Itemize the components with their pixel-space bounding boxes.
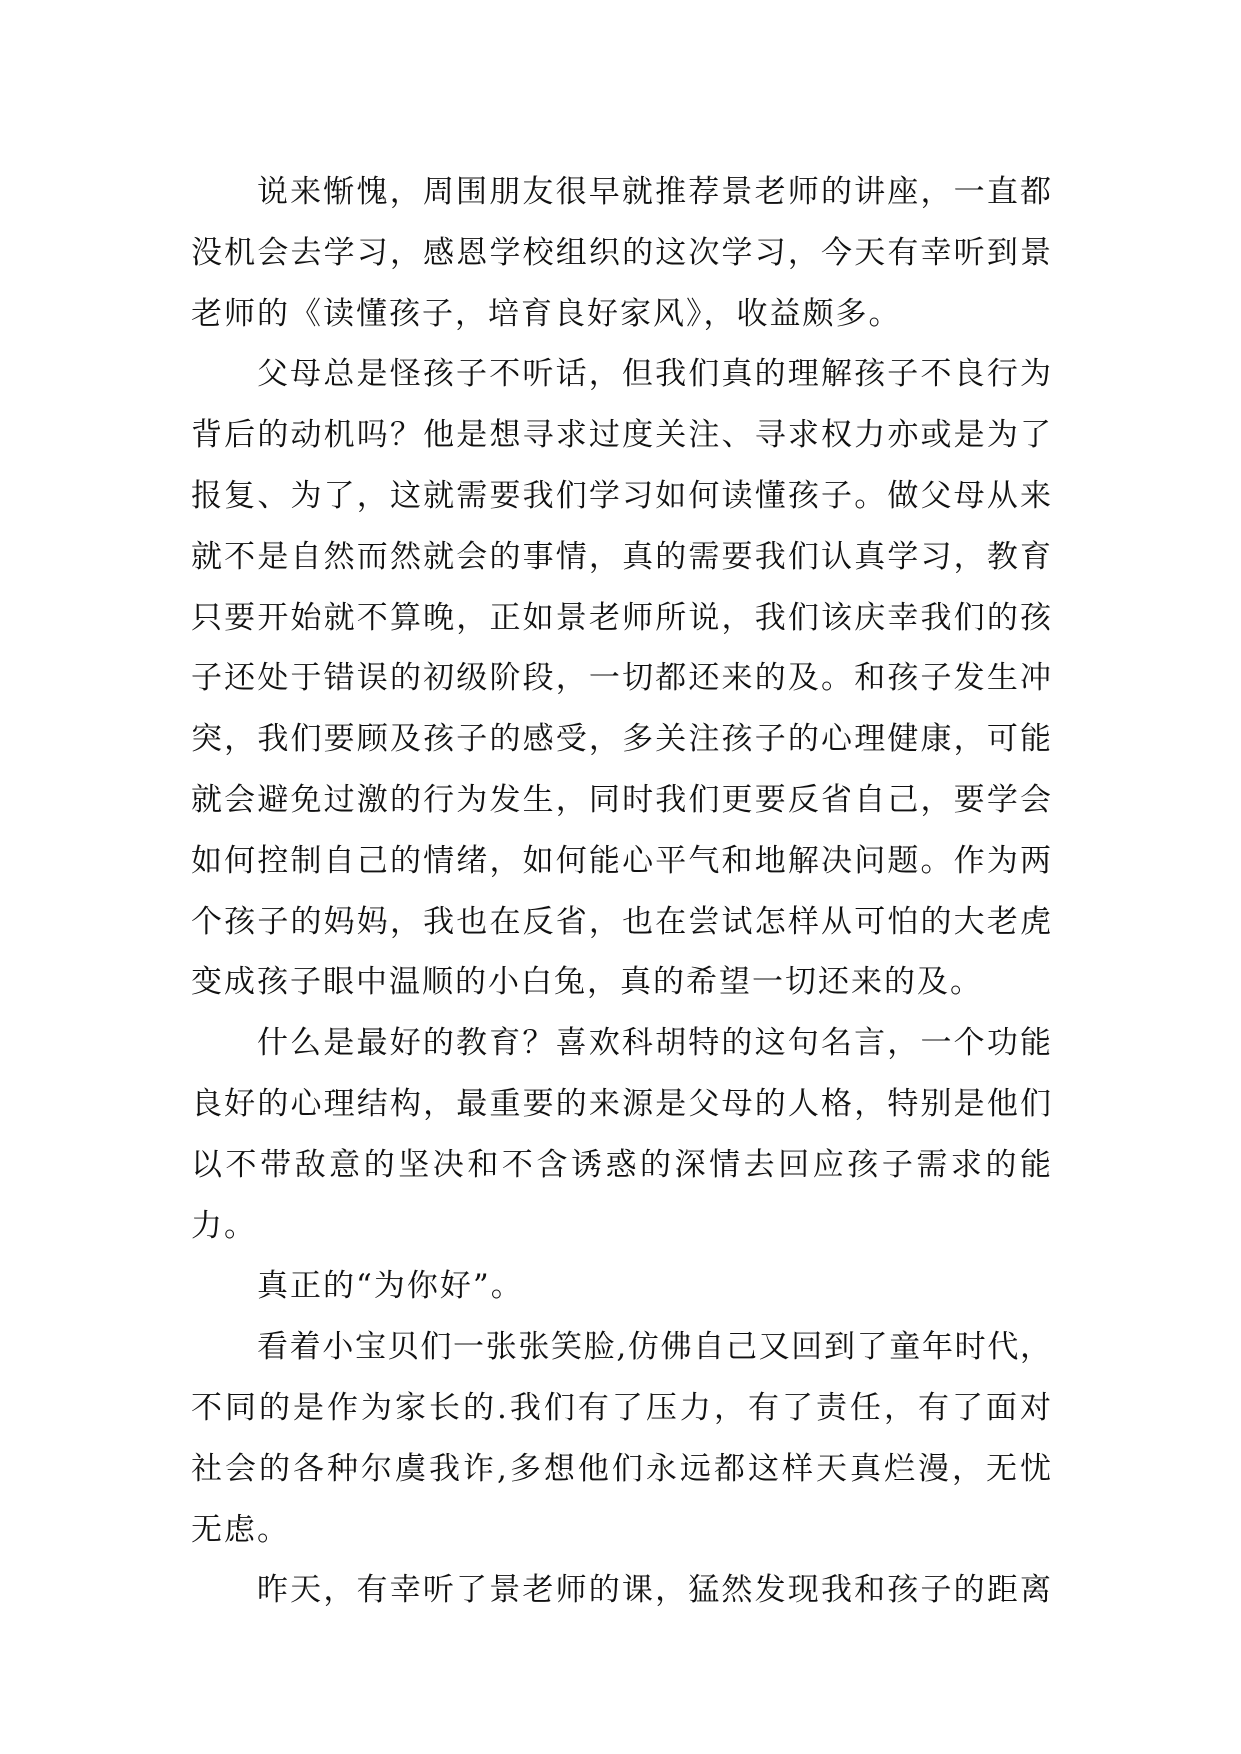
text-line: 就不是自然而然就会的事情，真的需要我们认真学习，教育 <box>191 538 1051 575</box>
text-line: 父母总是怪孩子不听话，但我们真的理解孩子不良行为 <box>257 356 1051 393</box>
text-line: 老师的《读懂孩子，培育良好家风》，收益颇多。 <box>191 295 902 332</box>
text-line: 社会的各种尔虞我诈,多想他们永远都这样天真烂漫，无忧 <box>191 1450 1051 1487</box>
text-line: 突，我们要顾及孩子的感受，多关注孩子的心理健康，可能 <box>191 721 1051 758</box>
text-line: 不同的是作为家长的.我们有了压力，有了责任，有了面对 <box>191 1389 1051 1426</box>
text-line: 如何控制自己的情绪，如何能心平气和地解决问题。作为两 <box>191 842 1051 879</box>
text-line: 什么是最好的教育？喜欢科胡特的这句名言，一个功能 <box>257 1025 1051 1062</box>
text-line: 报复、为了，这就需要我们学习如何读懂孩子。做父母从来 <box>191 477 1051 514</box>
document-body <box>191 162 1051 1621</box>
text-line: 就会避免过激的行为发生，同时我们更要反省自己，要学会 <box>191 781 1051 818</box>
text-line: 只要开始就不算晚，正如景老师所说，我们该庆幸我们的孩 <box>191 599 1051 636</box>
text-line: 以不带敌意的坚决和不含诱惑的深情去回应孩子需求的能 <box>191 1146 1051 1183</box>
text-line: 无虑。 <box>191 1511 290 1548</box>
text-line: 子还处于错误的初级阶段，一切都还来的及。和孩子发生冲 <box>191 660 1051 697</box>
text-line: 真正的“为你好”。 <box>257 1268 524 1305</box>
text-line: 力。 <box>191 1207 257 1244</box>
text-line: 背后的动机吗？他是想寻求过度关注、寻求权力亦或是为了 <box>191 417 1051 454</box>
text-line: 个孩子的妈妈，我也在反省，也在尝试怎样从可怕的大老虎 <box>191 903 1051 940</box>
text-line: 良好的心理结构，最重要的来源是父母的人格，特别是他们 <box>191 1085 1051 1122</box>
text-line: 变成孩子眼中温顺的小白兔，真的希望一切还来的及。 <box>191 964 983 1001</box>
text-line: 没机会去学习，感恩学校组织的这次学习，今天有幸听到景 <box>191 234 1051 271</box>
text-line: 说来惭愧，周围朋友很早就推荐景老师的讲座，一直都 <box>257 174 1051 210</box>
text-line: 昨天，有幸听了景老师的课，猛然发现我和孩子的距离 <box>257 1572 1051 1609</box>
text-line: 看着小宝贝们一张张笑脸,仿佛自己又回到了童年时代， <box>257 1329 1051 1366</box>
